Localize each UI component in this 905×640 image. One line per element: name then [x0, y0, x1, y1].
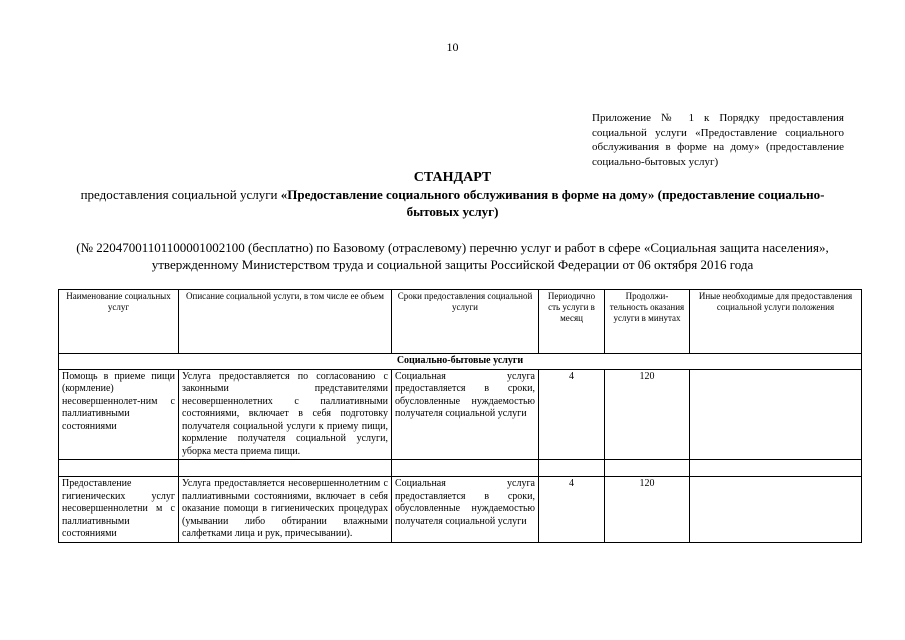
spacer-cell [392, 460, 539, 477]
cell-other [690, 477, 862, 543]
header-frequency: Периодично сть услуги в месяц [539, 290, 605, 354]
subtitle-prefix: предоставления социальной услуги [80, 187, 281, 202]
spacer-cell [59, 460, 179, 477]
header-terms: Сроки предоставления социальной услуги [392, 290, 539, 354]
page-number: 10 [446, 40, 459, 54]
cell-service-name: Предоставление гигиенических услуг несовершеннолетни м с паллиативными состояниями [59, 477, 179, 543]
reference-text: (№ 22047001101100001002100 (бесплатно) по Базовому (отраслевому) перечню услуг и работ в сфере «Социальная защита населения», утвержденному Министерством труда и социальной защиты Российской Федерации от 06 октября 2016 года [76, 240, 829, 272]
table-spacer-row [59, 460, 862, 477]
cell-duration: 120 [605, 477, 690, 543]
table-row [59, 369, 862, 460]
table-row [59, 477, 862, 543]
spacer-cell [179, 460, 392, 477]
section-row [59, 354, 862, 370]
cell-frequency: 4 [539, 477, 605, 543]
cell-service-name: Помощь в приеме пищи (кормление) несовершеннолет-ним с паллиативными состояниями [59, 369, 179, 460]
section-title: Социально-бытовые услуги [59, 354, 862, 370]
table-header-row [59, 290, 862, 354]
document-subtitle [60, 186, 845, 220]
cell-duration: 120 [605, 369, 690, 460]
cell-other [690, 369, 862, 460]
cell-terms: Социальная услуга предоставляется в сроки, обусловленные нуждаемостью получателя социальной услуги [392, 477, 539, 543]
header-service-name: Наименование социальных услуг [59, 290, 179, 354]
subtitle-service-name: «Предоставление социального обслуживания в форме на дому» (предоставление социально-бытовых услуг) [280, 187, 825, 219]
appendix-note: Приложение № 1 к Порядку предоставления социальной услуги «Предоставление социального обслуживания в форме на дому» (предоставление социально-бытовых услуг) [592, 112, 844, 168]
header-other: Иные необходимые для предоставления социальной услуги положения [690, 290, 862, 354]
cell-description: Услуга предоставляется несовершеннолетним с паллиативными состояниями, включает в себя оказание помощи в гигиенических процедурах (умывании либо обтирании влажными салфетками лица и рук, причесывании). [179, 477, 392, 543]
cell-description: Услуга предоставляется по согласованию с законными представителями несовершеннолетних с паллиативными состояниями, включает в себя подготовку получателя социальной услуги к приему пищи, кормление получателя социальной услуги, уборка места приема пищи. [179, 369, 392, 460]
cell-frequency: 4 [539, 369, 605, 460]
document-title: СТАНДАРТ [413, 170, 492, 185]
spacer-cell [605, 460, 690, 477]
header-duration: Продолжи-тельность оказания услуги в минутах [605, 290, 690, 354]
spacer-cell [539, 460, 605, 477]
services-table [58, 289, 862, 543]
spacer-cell [690, 460, 862, 477]
cell-terms: Социальная услуга предоставляется в сроки, обусловленные нуждаемостью получателя социальной услуги [392, 369, 539, 460]
header-description: Описание социальной услуги, в том числе ее объем [179, 290, 392, 354]
